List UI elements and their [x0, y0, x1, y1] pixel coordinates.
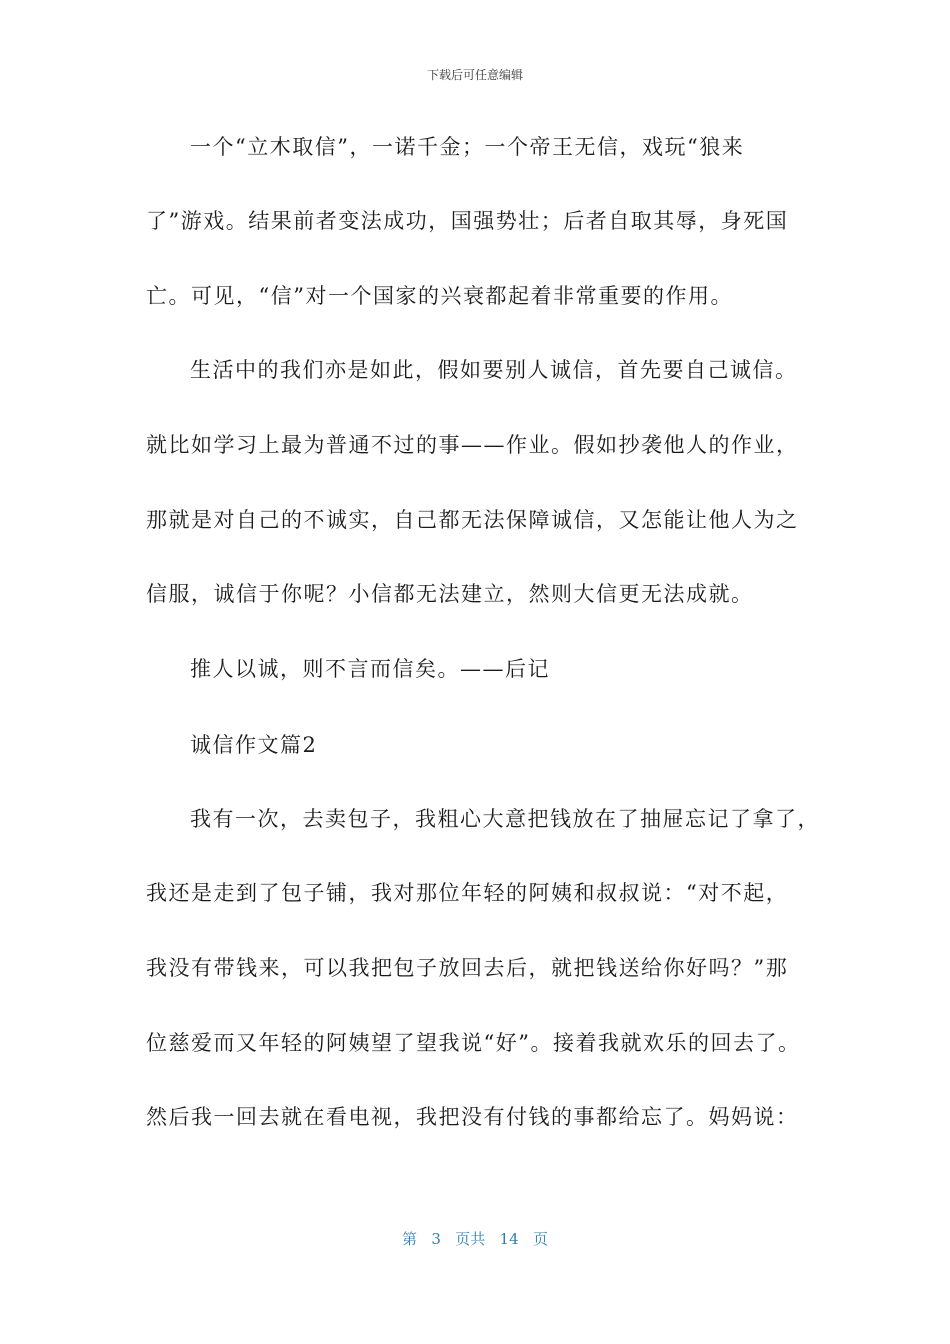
paragraph-line: 信服，诚信于你呢？小信都无法建立，然则大信更无法成就。 [146, 582, 754, 606]
paragraph-line: 就比如学习上最为普通不过的事——作业。假如抄袭他人的作业， [146, 433, 799, 457]
paragraph-line: 那就是对自己的不诚实，自己都无法保障诚信，又怎能让他人为之 [146, 508, 799, 532]
page-current: 3 [431, 1230, 441, 1248]
paragraph-line: 我有一次，去卖包子，我粗心大意把钱放在了抽屉忘记了拿了， [190, 807, 820, 831]
paragraph-line: 位慈爱而又年轻的阿姨望了望我说“好”。接着我就欢乐的回去了。 [146, 1031, 801, 1055]
page-mid: 页共 [455, 1230, 486, 1248]
page-total: 14 [499, 1230, 519, 1248]
paragraph-line: 一个“立木取信”，一诺千金；一个帝王无信，戏玩“狼来 [190, 135, 745, 159]
section-heading: 诚信作文篇2 [190, 733, 318, 757]
page-number-footer [0, 1228, 950, 1249]
page-suffix: 页 [532, 1230, 548, 1248]
header-note: 下载后可任意编辑 [426, 68, 523, 82]
paragraph-line: 我没有带钱来，可以我把包子放回去后，就把钱送给你好吗？”那 [146, 956, 789, 980]
page-prefix: 第 [402, 1230, 418, 1248]
paragraph-line: 然后我一回去就在看电视，我把没有付钱的事都给忘了。妈妈说： [146, 1105, 799, 1129]
paragraph-line: 我还是走到了包子铺，我对那位年轻的阿姨和叔叔说：“对不起， [146, 881, 789, 905]
paragraph-line: 了”游戏。结果前者变法成功，国强势壮；后者自取其辱，身死国 [146, 209, 789, 233]
paragraph-line: 推人以诚，则不言而信矣。——后记 [190, 657, 550, 681]
paragraph-line: 生活中的我们亦是如此，假如要别人诚信，首先要自己诚信。 [190, 358, 798, 382]
paragraph-line: 亡。可见，“信”对一个国家的兴衰都起着非常重要的作用。 [146, 284, 733, 308]
